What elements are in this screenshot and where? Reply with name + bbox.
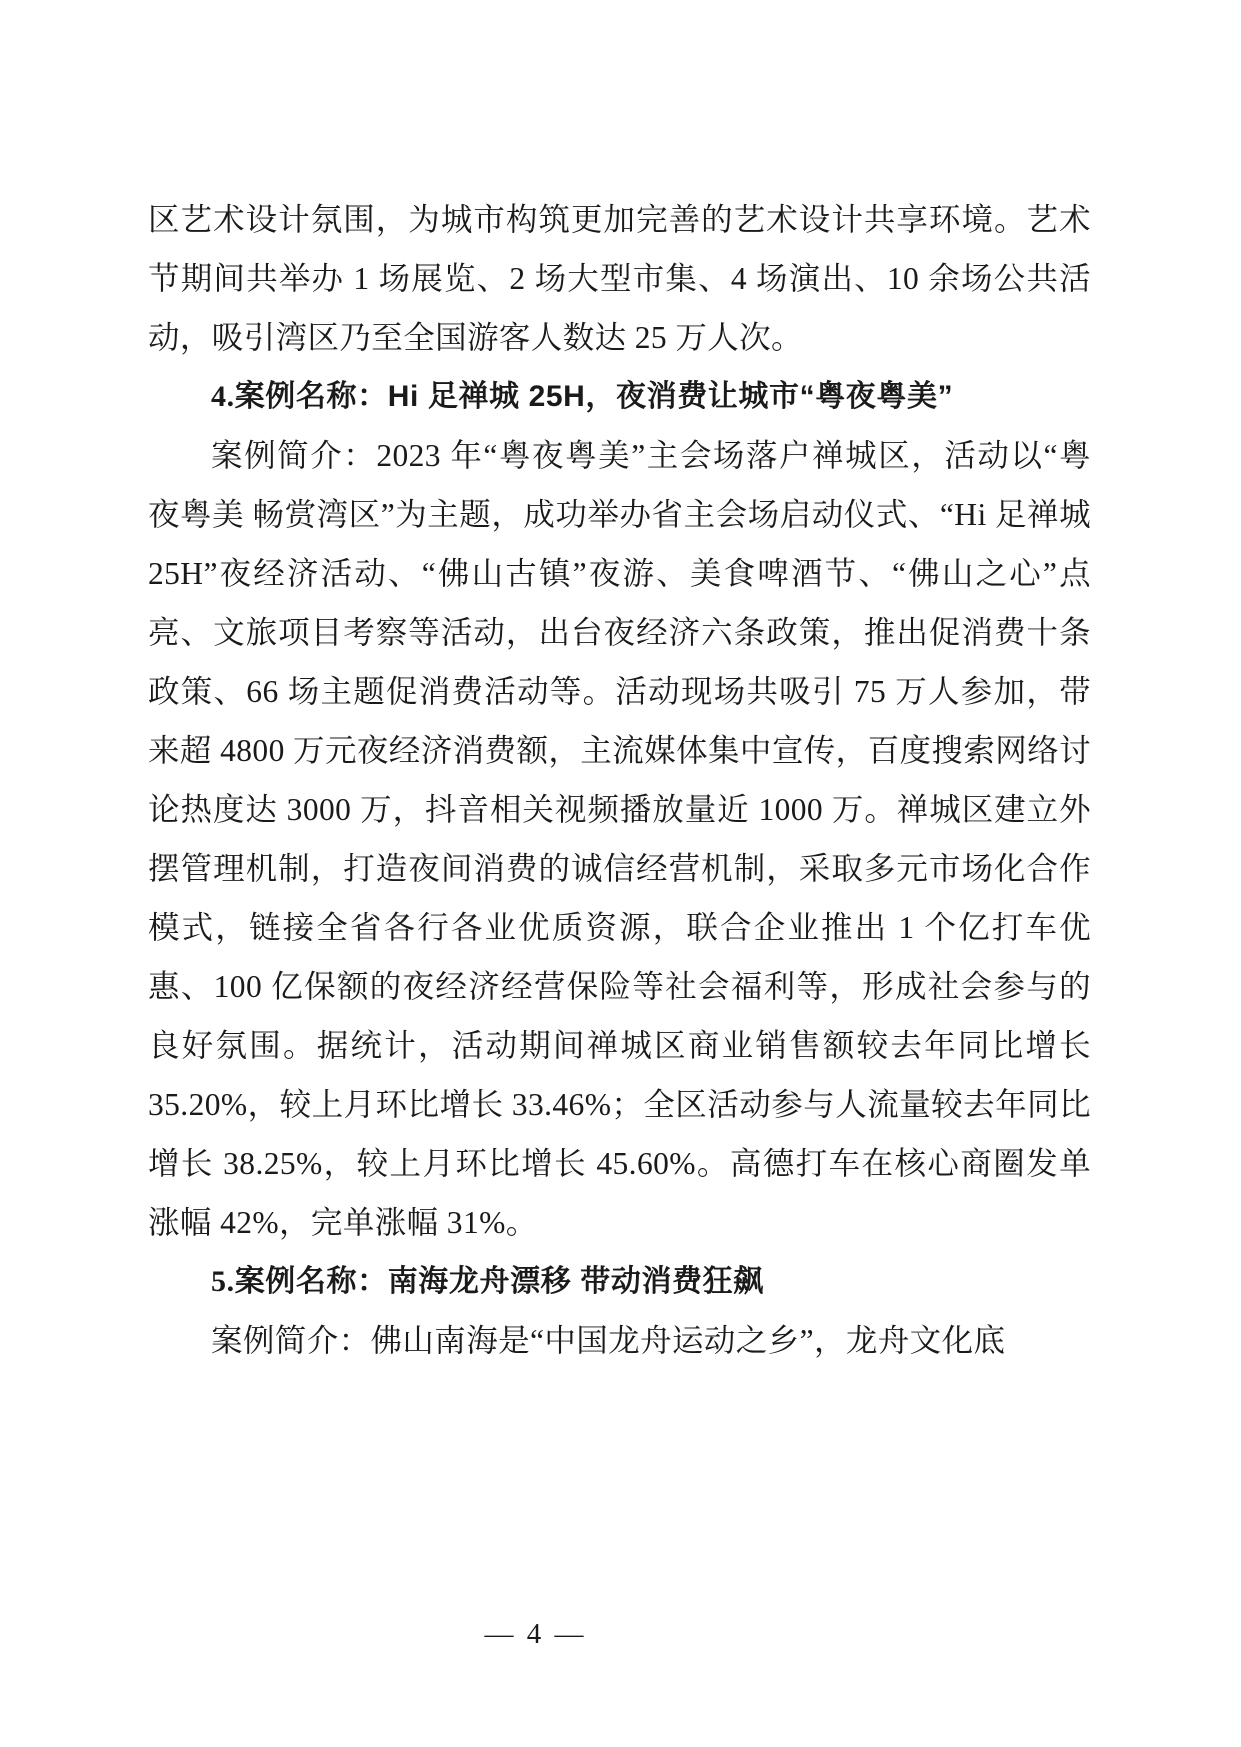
page-footer xyxy=(0,1618,1241,1651)
document-body xyxy=(148,190,1091,1370)
paragraph-case-5-intro: 案例简介：佛山南海是“中国龙舟运动之乡”，龙舟文化底 xyxy=(211,1323,1006,1358)
heading-case-5-number: 5. xyxy=(211,1265,235,1298)
paragraph-continued-art-festival: 区艺术设计氛围，为城市构筑更加完善的艺术设计共享环境。艺术节期间共举办 1 场展览、2 场大型市集、4 场演出、10 余场公共活动，吸引湾区乃至全国游客人数达 25 万人次。 xyxy=(148,202,1091,355)
heading-case-5-text: 案例名称：南海龙舟漂移 带动消费狂飙 xyxy=(234,1265,764,1298)
heading-case-5 xyxy=(148,1252,1091,1311)
heading-case-4-text: 案例名称：Hi 足禅城 25H，夜消费让城市“粤夜粤美” xyxy=(234,380,954,413)
paragraph-case-4-intro: 案例简介：2023 年“粤夜粤美”主会场落户禅城区，活动以“粤夜粤美 畅赏湾区”为主题，成功举办省主会场启动仪式、“Hi 足禅城 25H”夜经济活动、“佛山古镇”夜游、美食啤酒节、“佛山之心”点亮、文旅项目考察等活动，出台夜经济六条政策，推出促消费十条政策、66 场主题促消费活动等。活动现场共吸引 75 万人参加，带来超 4800 万元夜经济消费额，主流媒体集中宣传，百度搜索网络讨论热度达 3000 万，抖音相关视频播放量近 1000 万。禅城区建立外摆管理机制，打造夜间消费的诚信经营机制，采取多元市场化合作模式，链接全省各行各业优质资源，联合企业推出 1 个亿打车优惠、100 亿保额的夜经济经营保险等社会福利等，形成社会参与的良好氛围。据统计，活动期间禅城区商业销售额较去年同比增长 35.20%，较上月环比增长 33.46%；全区活动参与人流量较去年同比增长 38.25%，较上月环比增长 45.60%。高德打车在核心商圈发单涨幅 42%，完单涨幅 31%。 xyxy=(148,438,1091,1240)
heading-case-4 xyxy=(148,367,1091,426)
heading-case-4-number: 4. xyxy=(211,380,235,413)
page-number: — 4 — xyxy=(484,1618,587,1650)
